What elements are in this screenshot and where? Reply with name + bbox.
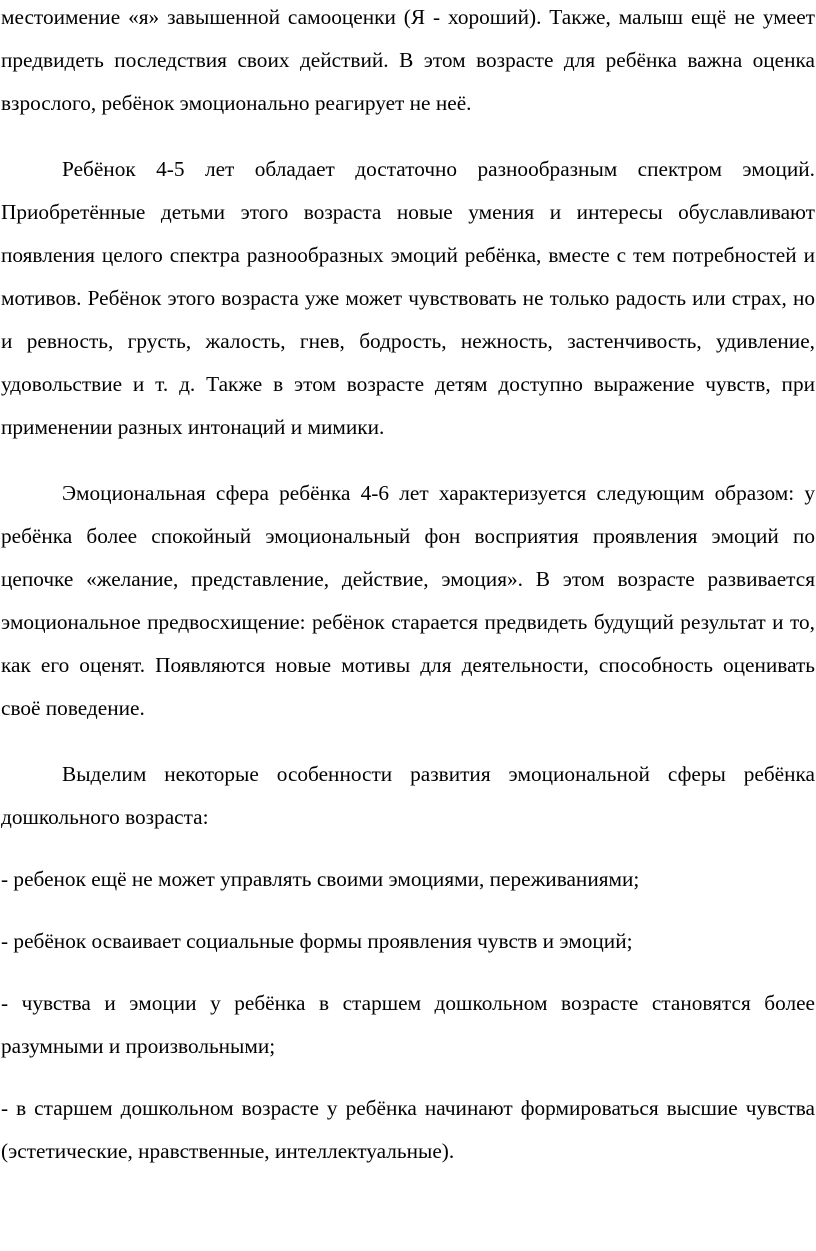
paragraph-spacer	[1, 839, 815, 858]
paragraph-emotions-4-5: Ребёнок 4-5 лет обладает достаточно разнообразным спектром эмоций. Приобретённые детьми этого возраста новые умения и интересы обуславливают появления целого спектра разнообразных эмоций ребёнка, вместе с тем потребностей и мотивов. Ребёнок этого возраста уже может чувствовать не только радость или страх, но и ревность, грусть, жалость, гнев, бодрость, нежность, застенчивость, удивление, удовольствие и т. д. Также в этом возрасте детям доступно выражение чувств, при применении разных интонаций и мимики.	[1, 157, 815, 439]
paragraph-spacer	[1, 449, 815, 472]
paragraph-spacer	[1, 730, 815, 753]
list-item: - в старшем дошкольном возрасте у ребёнка начинают формироваться высшие чувства (эстетические, нравственные, интеллектуальные).	[1, 1096, 815, 1163]
paragraph-spacer	[1, 1068, 815, 1087]
list-item: - чувства и эмоции у ребёнка в старшем дошкольном возрасте становятся более разумными и произвольными;	[1, 991, 815, 1058]
list-item: - ребёнок осваивает социальные формы проявления чувств и эмоций;	[1, 929, 633, 953]
paragraph-spacer	[1, 125, 815, 148]
paragraph-continuation: местоимение «я» завышенной самооценки (Я - хороший). Также, малыш ещё не умеет предвидеть последствия своих действий. В этом возрасте для ребёнка важна оценка взрослого, ребёнок эмоционально реагирует не неё.	[1, 5, 815, 115]
paragraph-features-intro: Выделим некоторые особенности развития эмоциональной сферы ребёнка дошкольного возраста:	[1, 762, 815, 829]
paragraph-emotions-4-6: Эмоциональная сфера ребёнка 4-6 лет характеризуется следующим образом: у ребёнка более спокойный эмоциональный фон восприятия проявления эмоций по цепочке «желание, представление, действие, эмоция». В этом возрасте развивается эмоциональное предвосхищение: ребёнок старается предвидеть будущий результат и то, как его оценят. Появляются новые мотивы для деятельности, способность оценивать своё поведение.	[1, 481, 815, 720]
paragraph-spacer	[1, 901, 815, 920]
paragraph-spacer	[1, 963, 815, 982]
list-item: - ребенок ещё не может управлять своими эмоциями, переживаниями;	[1, 867, 640, 891]
